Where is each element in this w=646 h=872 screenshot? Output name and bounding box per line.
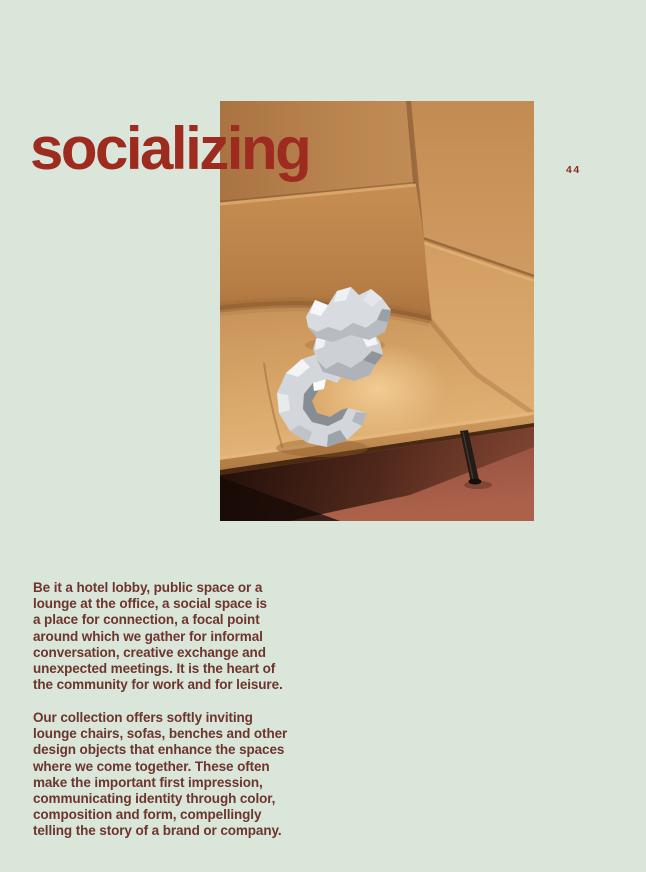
page-title: socializing xyxy=(30,115,310,182)
text-line: Our collection offers softly inviting xyxy=(33,709,253,725)
text-line: lounge chairs, sofas, benches and other xyxy=(33,726,288,742)
body-paragraph xyxy=(33,710,287,840)
text-line: lounge at the office, a social space is xyxy=(33,596,267,612)
text-line: unexpected meetings. It is the heart of xyxy=(33,661,276,677)
body-text xyxy=(33,580,287,840)
text-line: composition and form, compellingly xyxy=(33,807,262,823)
text-line: a place for connection, a focal point xyxy=(33,612,260,628)
text-line: around which we gather for informal xyxy=(33,628,263,644)
text-line: Be it a hotel lobby, public space or a xyxy=(33,580,263,595)
text-line: the community for work and for leisure. xyxy=(33,677,283,693)
text-line: make the important first impression, xyxy=(33,774,263,790)
text-line: telling the story of a brand or company. xyxy=(33,823,282,839)
text-line: design objects that enhance the spaces xyxy=(33,742,285,758)
text-line: conversation, creative exchange and xyxy=(33,644,266,660)
text-line: where we come together. These often xyxy=(33,758,270,774)
page-number: 44 xyxy=(566,164,581,176)
body-paragraph xyxy=(33,580,287,693)
text-line: communicating identity through color, xyxy=(33,790,276,806)
